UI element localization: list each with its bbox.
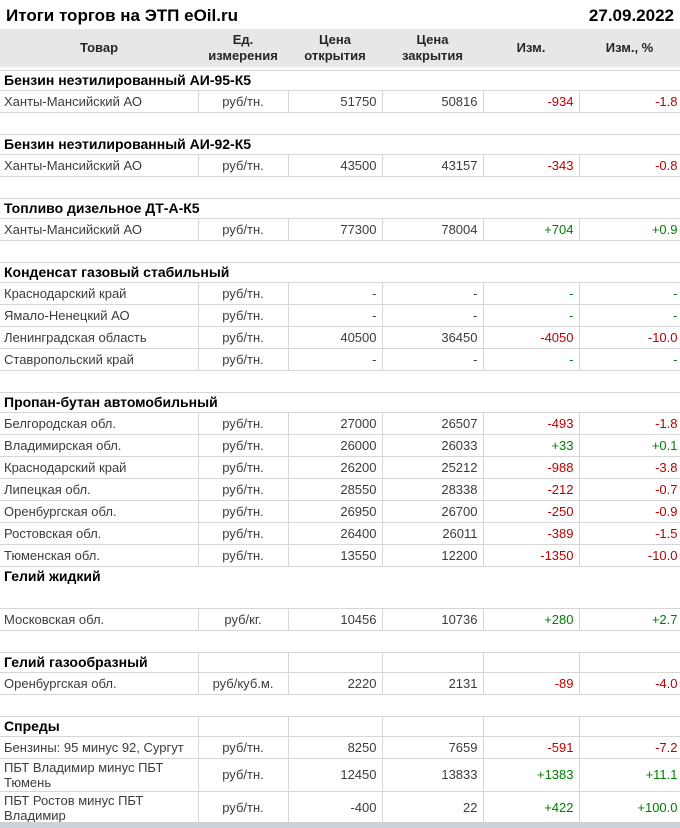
cell-close-price: 26033 xyxy=(382,434,483,456)
cell-change: -389 xyxy=(483,522,579,544)
cell-change: +1383 xyxy=(483,758,579,791)
cell-open-price: - xyxy=(288,348,382,370)
cell-change-pct: +2.7 xyxy=(579,608,680,630)
cell-change-pct: -4.0 xyxy=(579,672,680,694)
section-empty-cell xyxy=(579,716,680,736)
cell-product: Бензины: 95 минус 92, Сургут xyxy=(0,736,198,758)
cell-change-pct: -10.0 xyxy=(579,544,680,566)
cell-close-price: 25212 xyxy=(382,456,483,478)
cell-close-price: 12200 xyxy=(382,544,483,566)
cell-change: +704 xyxy=(483,218,579,240)
spacer-row xyxy=(0,112,680,134)
cell-change-pct: -0.9 xyxy=(579,500,680,522)
cell-unit: руб/тн. xyxy=(198,218,288,240)
cell-change: -1350 xyxy=(483,544,579,566)
cell-change-pct: -1.8 xyxy=(579,90,680,112)
cell-unit: руб/тн. xyxy=(198,791,288,824)
section-title: Топливо дизельное ДТ-А-К5 xyxy=(0,198,680,218)
cell-change: -250 xyxy=(483,500,579,522)
cell-change: +422 xyxy=(483,791,579,824)
spacer-cell xyxy=(0,370,680,392)
cell-unit: руб/тн. xyxy=(198,478,288,500)
section-empty-cell xyxy=(483,652,579,672)
table-row xyxy=(0,348,680,370)
cell-product: Липецкая обл. xyxy=(0,478,198,500)
table-row xyxy=(0,500,680,522)
spacer-cell xyxy=(0,176,680,198)
cell-unit: руб/тн. xyxy=(198,736,288,758)
cell-change-pct: - xyxy=(579,304,680,326)
section-empty-cell xyxy=(382,652,483,672)
spacer-cell xyxy=(0,694,680,716)
cell-unit: руб/тн. xyxy=(198,90,288,112)
cell-close-price: - xyxy=(382,348,483,370)
section-header-row xyxy=(0,392,680,412)
cell-open-price: 27000 xyxy=(288,412,382,434)
cell-change-pct: -1.5 xyxy=(579,522,680,544)
cell-unit: руб/тн. xyxy=(198,758,288,791)
cell-change: -212 xyxy=(483,478,579,500)
spacer-row xyxy=(0,630,680,652)
cell-unit: руб/тн. xyxy=(198,544,288,566)
page-title: Итоги торгов на ЭТП eOil.ru xyxy=(6,5,238,25)
cell-unit: руб/тн. xyxy=(198,412,288,434)
cell-product: Ставропольский край xyxy=(0,348,198,370)
cell-close-price: 26011 xyxy=(382,522,483,544)
table-header xyxy=(0,29,680,67)
cell-change-pct: +11.1 xyxy=(579,758,680,791)
section-title: Гелий жидкий xyxy=(0,566,680,586)
section-title: Гелий газообразный xyxy=(0,652,198,672)
cell-change-pct: +0.1 xyxy=(579,434,680,456)
cell-close-price: - xyxy=(382,282,483,304)
cell-open-price: -400 xyxy=(288,791,382,824)
cell-unit: руб/тн. xyxy=(198,456,288,478)
section-empty-cell xyxy=(288,652,382,672)
table-row xyxy=(0,412,680,434)
spacer-cell xyxy=(0,630,680,652)
cell-close-price: 26507 xyxy=(382,412,483,434)
cell-product: Ленинградская область xyxy=(0,326,198,348)
cell-unit: руб/тн. xyxy=(198,154,288,176)
cell-change-pct: -1.8 xyxy=(579,412,680,434)
cell-change-pct: -0.8 xyxy=(579,154,680,176)
cell-change: - xyxy=(483,282,579,304)
cell-product: Московская обл. xyxy=(0,608,198,630)
cell-close-price: - xyxy=(382,304,483,326)
cell-product: Краснодарский край xyxy=(0,456,198,478)
cell-product: Тюменская обл. xyxy=(0,544,198,566)
section-header-row xyxy=(0,262,680,282)
cell-close-price: 10736 xyxy=(382,608,483,630)
spacer-cell xyxy=(0,240,680,262)
cell-unit: руб/тн. xyxy=(198,348,288,370)
cell-change: -591 xyxy=(483,736,579,758)
cell-product: ПБТ Ростов минус ПБТ Владимир xyxy=(0,791,198,824)
cell-close-price: 78004 xyxy=(382,218,483,240)
spacer-row xyxy=(0,176,680,198)
horizontal-scrollbar[interactable] xyxy=(0,822,680,828)
cell-open-price: 43500 xyxy=(288,154,382,176)
section-title: Конденсат газовый стабильный xyxy=(0,262,680,282)
cell-change: -89 xyxy=(483,672,579,694)
cell-change: -343 xyxy=(483,154,579,176)
section-title: Бензин неэтилированный АИ-92-К5 xyxy=(0,134,680,154)
spacer-row xyxy=(0,586,680,608)
table-row xyxy=(0,304,680,326)
table-row xyxy=(0,791,680,824)
cell-open-price: 26950 xyxy=(288,500,382,522)
titlebar xyxy=(0,0,680,29)
cell-unit: руб/тн. xyxy=(198,522,288,544)
cell-close-price: 26700 xyxy=(382,500,483,522)
cell-open-price: 12450 xyxy=(288,758,382,791)
cell-close-price: 28338 xyxy=(382,478,483,500)
cell-close-price: 7659 xyxy=(382,736,483,758)
table-row xyxy=(0,672,680,694)
report-date: 27.09.2022 xyxy=(588,5,674,25)
cell-product: Ханты-Мансийский АО xyxy=(0,218,198,240)
cell-close-price: 43157 xyxy=(382,154,483,176)
cell-close-price: 36450 xyxy=(382,326,483,348)
section-title: Спреды xyxy=(0,716,198,736)
section-title: Пропан-бутан автомобильный xyxy=(0,392,680,412)
cell-change: -934 xyxy=(483,90,579,112)
section-empty-cell xyxy=(198,652,288,672)
table-row xyxy=(0,434,680,456)
section-empty-cell xyxy=(288,716,382,736)
spacer-cell xyxy=(0,112,680,134)
cell-close-price: 50816 xyxy=(382,90,483,112)
cell-open-price: 26400 xyxy=(288,522,382,544)
cell-product: Ханты-Мансийский АО xyxy=(0,154,198,176)
cell-unit: руб/тн. xyxy=(198,500,288,522)
section-header-row xyxy=(0,198,680,218)
cell-change: +33 xyxy=(483,434,579,456)
cell-open-price: - xyxy=(288,282,382,304)
cell-change: -4050 xyxy=(483,326,579,348)
column-header-open-price: Цена открытия xyxy=(288,29,382,67)
table-row xyxy=(0,218,680,240)
table-row xyxy=(0,90,680,112)
spacer-row xyxy=(0,370,680,392)
table-row xyxy=(0,154,680,176)
cell-change-pct: -0.7 xyxy=(579,478,680,500)
table-row xyxy=(0,522,680,544)
cell-open-price: 77300 xyxy=(288,218,382,240)
cell-product: Ханты-Мансийский АО xyxy=(0,90,198,112)
column-header-change: Изм. xyxy=(483,29,579,67)
table-row xyxy=(0,326,680,348)
cell-close-price: 2131 xyxy=(382,672,483,694)
table-row xyxy=(0,736,680,758)
table-row xyxy=(0,478,680,500)
cell-change: - xyxy=(483,348,579,370)
cell-open-price: - xyxy=(288,304,382,326)
cell-open-price: 13550 xyxy=(288,544,382,566)
cell-change: - xyxy=(483,304,579,326)
cell-open-price: 2220 xyxy=(288,672,382,694)
cell-open-price: 26000 xyxy=(288,434,382,456)
cell-open-price: 51750 xyxy=(288,90,382,112)
cell-change-pct: +100.0 xyxy=(579,791,680,824)
table-row xyxy=(0,282,680,304)
cell-change-pct: - xyxy=(579,282,680,304)
cell-unit: руб/тн. xyxy=(198,326,288,348)
cell-product: Владимирская обл. xyxy=(0,434,198,456)
cell-product: Ямало-Ненецкий АО xyxy=(0,304,198,326)
cell-change-pct: -3.8 xyxy=(579,456,680,478)
column-header-product: Товар xyxy=(0,29,198,67)
cell-product: ПБТ Владимир минус ПБТ Тюмень xyxy=(0,758,198,791)
cell-change-pct: -10.0 xyxy=(579,326,680,348)
cell-open-price: 10456 xyxy=(288,608,382,630)
section-header-row xyxy=(0,134,680,154)
cell-change: -493 xyxy=(483,412,579,434)
cell-unit: руб/тн. xyxy=(198,434,288,456)
table-body xyxy=(0,67,680,824)
cell-close-price: 22 xyxy=(382,791,483,824)
section-header-row xyxy=(0,716,680,736)
table-row xyxy=(0,456,680,478)
cell-change-pct: +0.9 xyxy=(579,218,680,240)
section-empty-cell xyxy=(382,716,483,736)
spacer-cell xyxy=(0,586,680,608)
spacer-row xyxy=(0,694,680,716)
cell-open-price: 28550 xyxy=(288,478,382,500)
cell-close-price: 13833 xyxy=(382,758,483,791)
section-header-row xyxy=(0,652,680,672)
column-header-close-price: Цена закрытия xyxy=(382,29,483,67)
cell-change-pct: -7.2 xyxy=(579,736,680,758)
section-empty-cell xyxy=(483,716,579,736)
cell-unit: руб/тн. xyxy=(198,282,288,304)
cell-product: Краснодарский край xyxy=(0,282,198,304)
cell-open-price: 40500 xyxy=(288,326,382,348)
cell-product: Оренбургская обл. xyxy=(0,500,198,522)
section-header-row xyxy=(0,566,680,586)
table-row xyxy=(0,758,680,791)
table-row xyxy=(0,608,680,630)
table-header-row xyxy=(0,29,680,67)
cell-product: Оренбургская обл. xyxy=(0,672,198,694)
cell-change: +280 xyxy=(483,608,579,630)
cell-product: Белгородская обл. xyxy=(0,412,198,434)
section-empty-cell xyxy=(579,652,680,672)
cell-unit: руб/тн. xyxy=(198,304,288,326)
section-empty-cell xyxy=(198,716,288,736)
results-table xyxy=(0,29,680,825)
cell-open-price: 8250 xyxy=(288,736,382,758)
section-title: Бензин неэтилированный АИ-95-К5 xyxy=(0,70,680,90)
cell-product: Ростовская обл. xyxy=(0,522,198,544)
table-row xyxy=(0,544,680,566)
cell-unit: руб/кг. xyxy=(198,608,288,630)
cell-change: -988 xyxy=(483,456,579,478)
column-header-unit: Ед. измерения xyxy=(198,29,288,67)
spacer-row xyxy=(0,240,680,262)
cell-change-pct: - xyxy=(579,348,680,370)
section-header-row xyxy=(0,70,680,90)
cell-unit: руб/куб.м. xyxy=(198,672,288,694)
column-header-change-pct: Изм., % xyxy=(579,29,680,67)
cell-open-price: 26200 xyxy=(288,456,382,478)
